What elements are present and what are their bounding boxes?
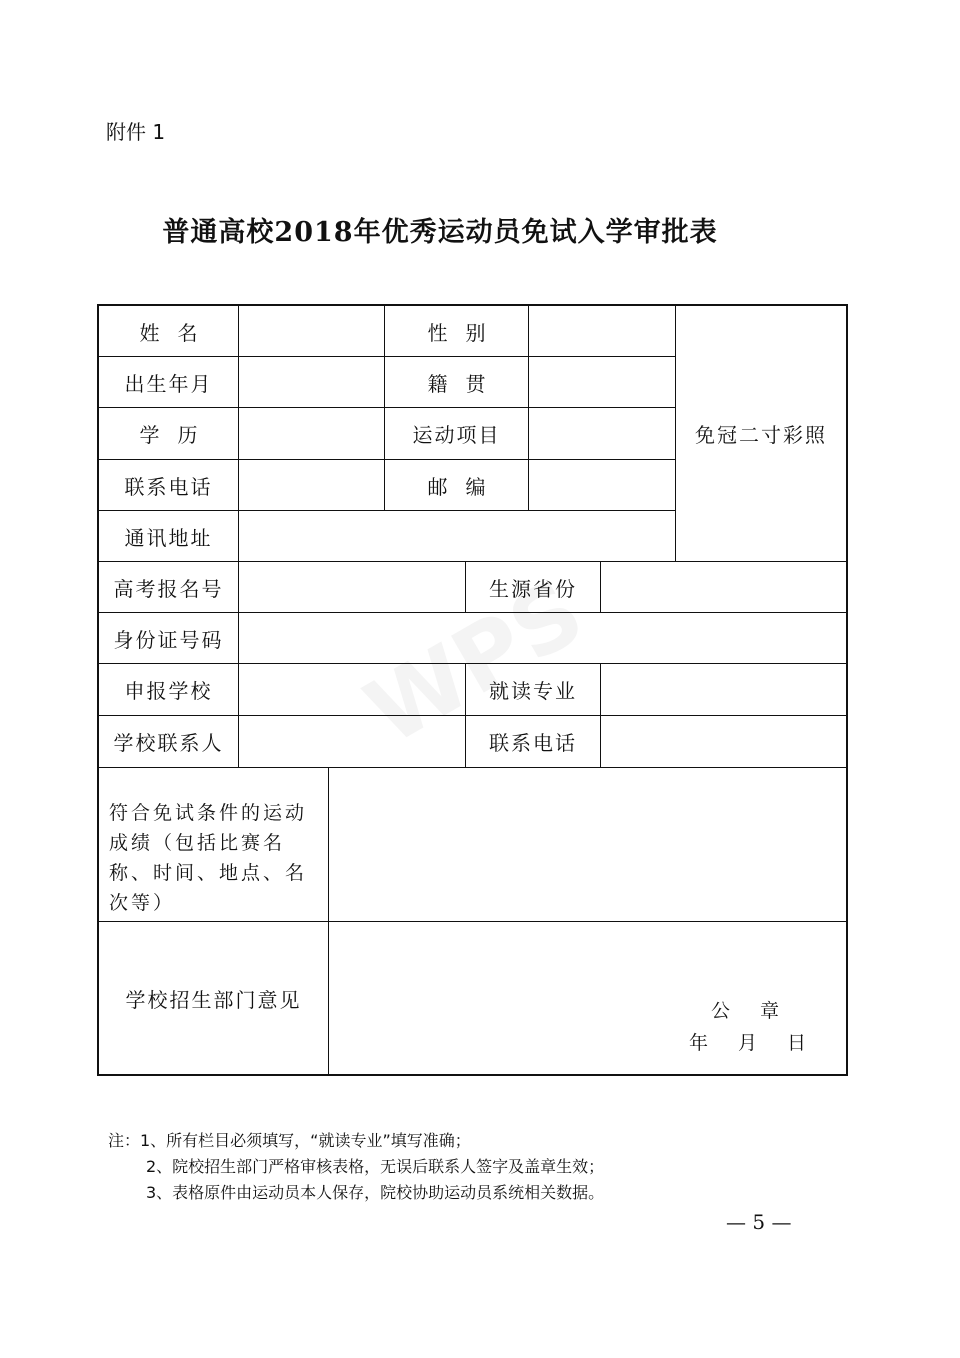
gender-label: 性别 [427,320,504,345]
note-3: 3、表格原件由运动员本人保存，院校协助运动员系统相关数据。 [146,1183,605,1202]
photo-placeholder: 免冠二寸彩照 [695,423,827,447]
page-title: 普通高校2018年优秀运动员免试入学审批表 [162,217,718,248]
gender-field[interactable] [529,306,675,356]
page-number: — 5 — [726,1210,792,1234]
education-field[interactable] [239,408,384,459]
origin-label: 籍贯 [427,371,504,396]
col-divider [328,767,329,1074]
name-label: 姓名 [139,320,216,345]
date-label: 年月日 [689,1032,837,1054]
name-field[interactable] [239,306,384,356]
school-contact-field[interactable] [239,716,465,767]
notes [108,1128,604,1206]
achievement-label: 符合免试条件的运动成绩（包括比赛名称、时间、地点、名次等） [109,802,308,914]
address-label: 通讯地址 [124,525,213,550]
sport-label: 运动项目 [412,423,501,447]
school-contact-label: 学校联系人 [113,731,224,755]
approval-form-table [97,304,848,1076]
province-label: 生源省份 [489,576,577,601]
contact-phone-label: 联系电话 [489,731,577,755]
postcode-label: 邮编 [427,474,504,499]
sport-field[interactable] [529,408,675,459]
birth-label: 出生年月 [124,371,213,396]
note-2: 2、院校招生部门严格审核表格，无误后联系人签字及盖章生效； [146,1157,605,1176]
seal-label: 公章 [711,1000,810,1022]
origin-field[interactable] [529,357,675,407]
address-field[interactable] [239,511,675,561]
admission-opinion-label: 学校招生部门意见 [125,987,302,1012]
contact-phone-field[interactable] [601,716,846,767]
attachment-label: 附件 1 [106,120,166,144]
province-field[interactable] [601,562,846,612]
achievement-field[interactable] [330,768,846,921]
phone-field[interactable] [239,460,384,510]
exam-number-field[interactable] [239,562,465,612]
postcode-field[interactable] [529,460,675,510]
major-label: 就读专业 [489,679,577,703]
education-label: 学历 [139,423,216,447]
note-1: 注：1、所有栏目必须填写，“就读专业”填写准确； [108,1131,471,1150]
phone-label: 联系电话 [124,474,213,499]
school-field[interactable] [239,664,465,715]
school-label: 申报学校 [124,679,213,703]
exam-number-label: 高考报名号 [113,576,224,601]
id-number-label: 身份证号码 [113,627,224,652]
major-field[interactable] [601,664,846,715]
id-number-field[interactable] [239,613,846,663]
birth-field[interactable] [239,357,384,407]
